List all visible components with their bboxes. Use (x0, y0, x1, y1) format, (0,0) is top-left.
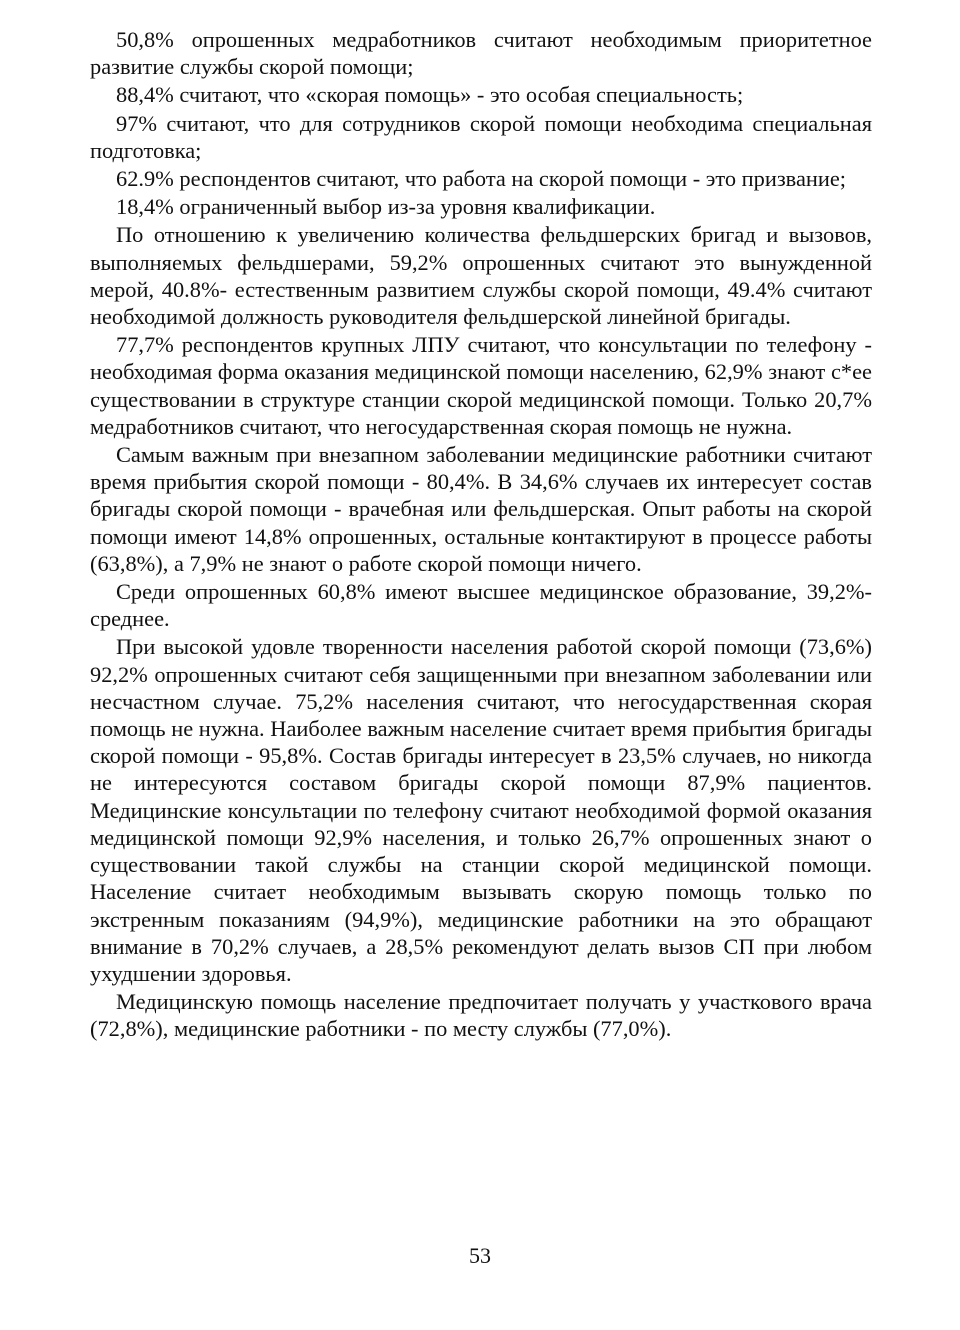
paragraph: Медицинскую помощь население предпочитает получать у участкового врача (72,8%), медицинские работники - по месту службы (77,0%). (90, 989, 872, 1042)
paragraph: Среди опрошенных 60,8% имеют высшее медицинское образование, 39,2%-среднее. (90, 579, 872, 632)
paragraph: 50,8% опрошенных медработников считают необходимым приоритетное развитие службы скорой помощи; (90, 27, 872, 80)
paragraph: 88,4% считают, что «скорая помощь» - это особая специальность; (116, 82, 744, 108)
document-page (90, 26, 872, 1044)
paragraph: 97% считают, что для сотрудников скорой помощи необходима специальная подготовка; (90, 110, 872, 163)
page-number: 53 (469, 1243, 491, 1268)
paragraph: 62.9% респондентов считают, что работа на скорой помощи - это призвание; (116, 166, 847, 192)
paragraph: При высокой удовле творенности населения работой скорой помощи (73,6%) 92,2% опрошенных считают себя защищенными при внезапном заболевании или несчастном случае. 75,2% населения считают, что негосударственная скорая помощь не нужна. Наиболее важным население считает время прибытия бригады скорой помощи - 95,8%. Состав бригады интересует в 23,5% случаев, но никогда не интересуются составом бригады скорой помощи 87,9% пациентов. Медицинские консультации по телефону считают необходимой формой оказания медицинской помощи 92,9% населения, и только 26,7% опрошенных знают о существовании такой службы на станции скорой медицинской помощи. Население считает необходимым вызывать скорую помощь только по экстренным показаниям (94,9%), медицинские работники на это обращают внимание в 70,2% случаев, а 28,5% рекомендуют делать вызов СП при любом ухудшении здоровья. (90, 634, 872, 986)
paragraph: Самым важным при внезапном заболевании медицинские работники считают время прибытия скорой помощи - 80,4%. В 34,6% случаев их интересует состав бригады скорой помощи - врачебная или фельдшерская. Опыт работы на скорой помощи имеют 14,8% опрошенных, остальные контактируют в процессе работы (63,8%), а 7,9% не знают о работе скорой помощи ничего. (90, 442, 872, 576)
paragraph: По отношению к увеличению количества фельдшерских бригад и вызовов, выполняемых фельдшерами, 59,2% опрошенных считают это вынужденной мерой, 40.8%- естественным развитием службы скорой помощи, 49.4% считают необходимой должность руководителя фельдшерской линейной бригады. (90, 222, 872, 330)
paragraph: 18,4% ограниченный выбор из-за уровня квалификации. (116, 194, 656, 220)
paragraph: 77,7% респондентов крупных ЛПУ считают, что консультации по телефону - необходимая форма оказания медицинской помощи населению, 62,9% знают с*ее существовании в структуре станции скорой медицинской помощи. Только 20,7% медработников считают, что негосударственная скорая помощь не нужна. (90, 332, 872, 439)
